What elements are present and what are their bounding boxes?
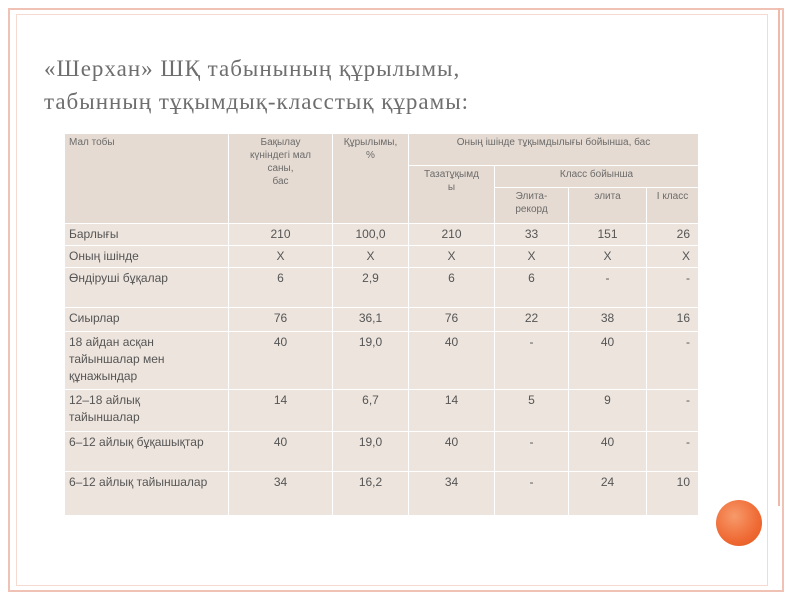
cell-elite: 151 <box>569 224 647 246</box>
cell-class1: 10 <box>647 472 699 516</box>
slide-title <box>44 52 684 118</box>
header-structure-line-2: % <box>366 150 375 161</box>
header-breed-total: Оның ішінде тұқымдылығы бойынша, бас <box>409 134 699 166</box>
cell-class1: - <box>647 332 699 390</box>
cell-elite: 9 <box>569 390 647 432</box>
cell-count: 40 <box>229 432 333 472</box>
row-label <box>65 332 229 390</box>
table-row <box>65 472 699 516</box>
cell-elite-record: 33 <box>495 224 569 246</box>
cell-purebred: 34 <box>409 472 495 516</box>
cell-elite-record: 5 <box>495 390 569 432</box>
row-label-line: тайыншалар мен <box>69 352 165 366</box>
header-structure-line-1: Құрылымы, <box>343 137 398 148</box>
header-purebred-line-2: ы <box>447 182 456 193</box>
row-label <box>65 268 229 308</box>
herd-structure-table-wrapper <box>64 133 699 516</box>
row-label <box>65 224 229 246</box>
header-class1: I класс <box>647 188 699 224</box>
cell-class1: Х <box>647 246 699 268</box>
header-count-line-2: күніндегі мал <box>250 150 311 161</box>
cell-purebred: 40 <box>409 332 495 390</box>
title-line-1: «Шерхан» ШҚ табынының құрылымы, <box>44 56 461 81</box>
row-label-line: Барлығы <box>69 227 119 241</box>
cell-purebred: 76 <box>409 308 495 332</box>
cell-elite-record: 6 <box>495 268 569 308</box>
row-label <box>65 246 229 268</box>
cell-class1: - <box>647 432 699 472</box>
row-label-line: құнажындар <box>69 369 138 383</box>
cell-structure: 6,7 <box>333 390 409 432</box>
row-label-line: тайыншалар <box>69 410 140 424</box>
cell-count: 76 <box>229 308 333 332</box>
cell-purebred: Х <box>409 246 495 268</box>
cell-structure: 19,0 <box>333 332 409 390</box>
cell-structure: 16,2 <box>333 472 409 516</box>
header-elite-record <box>495 188 569 224</box>
header-elite: элита <box>569 188 647 224</box>
cell-purebred: 14 <box>409 390 495 432</box>
row-label <box>65 308 229 332</box>
header-elite-record-line-1: Элита- <box>515 191 548 202</box>
cell-count: 210 <box>229 224 333 246</box>
cell-count: 6 <box>229 268 333 308</box>
cell-structure: 36,1 <box>333 308 409 332</box>
cell-purebred: 210 <box>409 224 495 246</box>
row-label-line: 18 айдан асқан <box>69 335 154 349</box>
header-elite-record-line-2: рекорд <box>515 204 548 215</box>
row-label-line: Сиырлар <box>69 311 120 325</box>
cell-elite-record: 22 <box>495 308 569 332</box>
cell-class1: 16 <box>647 308 699 332</box>
header-purebred-line-1: Тазатұқымд <box>424 169 479 180</box>
cell-class1: 26 <box>647 224 699 246</box>
table-row <box>65 246 699 268</box>
row-label-line: 12–18 айлық <box>69 393 140 407</box>
orange-circle-decoration <box>716 500 762 546</box>
herd-structure-table <box>64 133 699 516</box>
cell-class1: - <box>647 390 699 432</box>
row-label-line: 6–12 айлық тайыншалар <box>69 475 208 489</box>
cell-elite: 40 <box>569 332 647 390</box>
cell-count: Х <box>229 246 333 268</box>
cell-count: 34 <box>229 472 333 516</box>
row-label <box>65 432 229 472</box>
cell-elite-record: - <box>495 432 569 472</box>
cell-structure: 2,9 <box>333 268 409 308</box>
table-row <box>65 308 699 332</box>
cell-elite-record: - <box>495 332 569 390</box>
cell-class1: - <box>647 268 699 308</box>
table-row <box>65 432 699 472</box>
cell-purebred: 6 <box>409 268 495 308</box>
header-count <box>229 134 333 224</box>
row-label <box>65 390 229 432</box>
cell-count: 40 <box>229 332 333 390</box>
cell-structure: 100,0 <box>333 224 409 246</box>
header-row-1 <box>65 134 699 166</box>
cell-elite-record: Х <box>495 246 569 268</box>
header-by-class: Класс бойынша <box>495 166 699 188</box>
cell-elite: 40 <box>569 432 647 472</box>
row-label-line: Өндіруші бұқалар <box>69 271 168 285</box>
cell-elite-record: - <box>495 472 569 516</box>
cell-purebred: 40 <box>409 432 495 472</box>
table-row <box>65 268 699 308</box>
header-count-line-1: Бақылау <box>260 137 301 148</box>
cell-count: 14 <box>229 390 333 432</box>
header-count-line-4: бас <box>272 176 289 187</box>
row-label-line: Оның ішінде <box>69 249 139 263</box>
title-line-2: табынның тұқымдық-класстық құрамы: <box>44 89 470 114</box>
cell-elite: Х <box>569 246 647 268</box>
table-row <box>65 390 699 432</box>
header-group: Мал тобы <box>65 134 229 224</box>
table-row <box>65 332 699 390</box>
cell-structure: Х <box>333 246 409 268</box>
cell-elite: - <box>569 268 647 308</box>
header-structure <box>333 134 409 224</box>
header-purebred <box>409 166 495 224</box>
header-count-line-3: саны, <box>267 163 294 174</box>
cell-structure: 19,0 <box>333 432 409 472</box>
cell-elite: 38 <box>569 308 647 332</box>
row-label <box>65 472 229 516</box>
table-row <box>65 224 699 246</box>
cell-elite: 24 <box>569 472 647 516</box>
row-label-line: 6–12 айлық бұқашықтар <box>69 435 204 449</box>
side-decoration-line <box>778 8 780 506</box>
